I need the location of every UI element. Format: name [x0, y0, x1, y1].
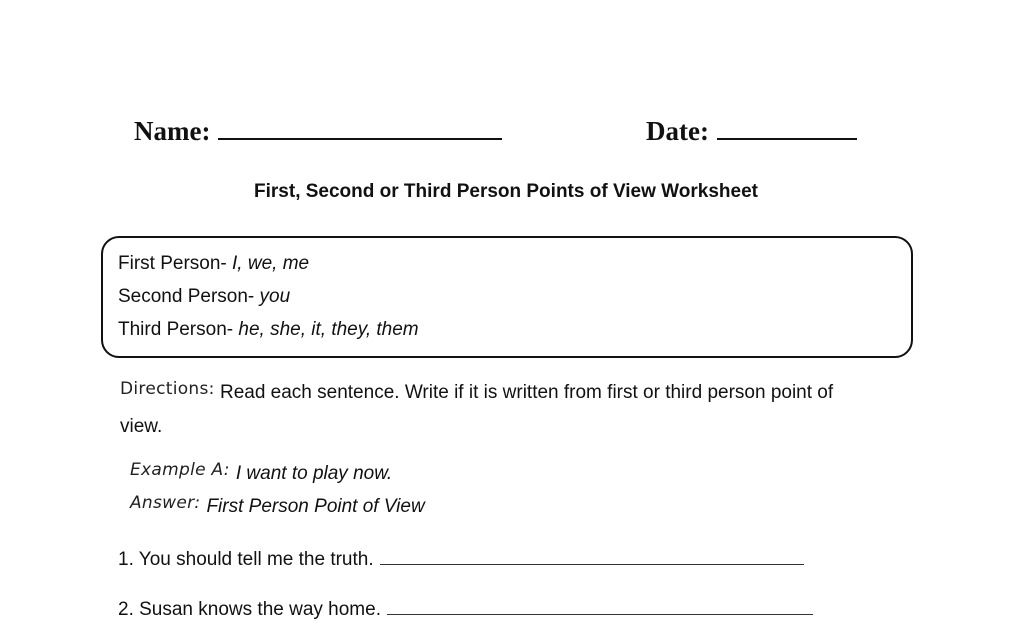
name-label: Name: [134, 116, 211, 146]
pov-label: First Person- [118, 253, 227, 274]
directions [120, 376, 880, 443]
question-text: 1. You should tell me the truth. [118, 549, 374, 570]
answer-blank-line[interactable] [380, 546, 804, 565]
pov-row-second-person [118, 285, 290, 309]
worksheet-title: First, Second or Third Person Points of View Worksheet [254, 181, 758, 202]
directions-label: Directions: [120, 379, 215, 399]
example-answer-line [130, 495, 425, 519]
example-label: Example A: [130, 460, 230, 480]
directions-text: Read each sentence. Write if it is written from first or third person point of view. [120, 382, 834, 437]
answer-label: Answer: [130, 493, 201, 513]
pov-label: Second Person- [118, 286, 255, 307]
question-text: 2. Susan knows the way home. [118, 599, 381, 620]
pov-label: Third Person- [118, 319, 234, 340]
date-field [646, 114, 857, 147]
answer-blank-line[interactable] [387, 596, 813, 615]
date-label: Date: [646, 116, 709, 146]
name-blank-line[interactable] [218, 114, 502, 140]
question-item [118, 546, 804, 572]
name-field [134, 114, 502, 147]
date-blank-line[interactable] [717, 114, 857, 140]
question-item [118, 596, 813, 622]
example-answer: First Person Point of View [206, 496, 425, 517]
pov-pronouns: he, she, it, they, them [238, 319, 419, 340]
example-sentence-line [130, 462, 392, 486]
pov-pronouns: you [259, 286, 291, 307]
pov-row-third-person [118, 318, 419, 342]
pov-pronouns: I, we, me [232, 253, 310, 274]
pov-row-first-person [118, 252, 309, 276]
example-sentence: I want to play now. [235, 463, 393, 484]
